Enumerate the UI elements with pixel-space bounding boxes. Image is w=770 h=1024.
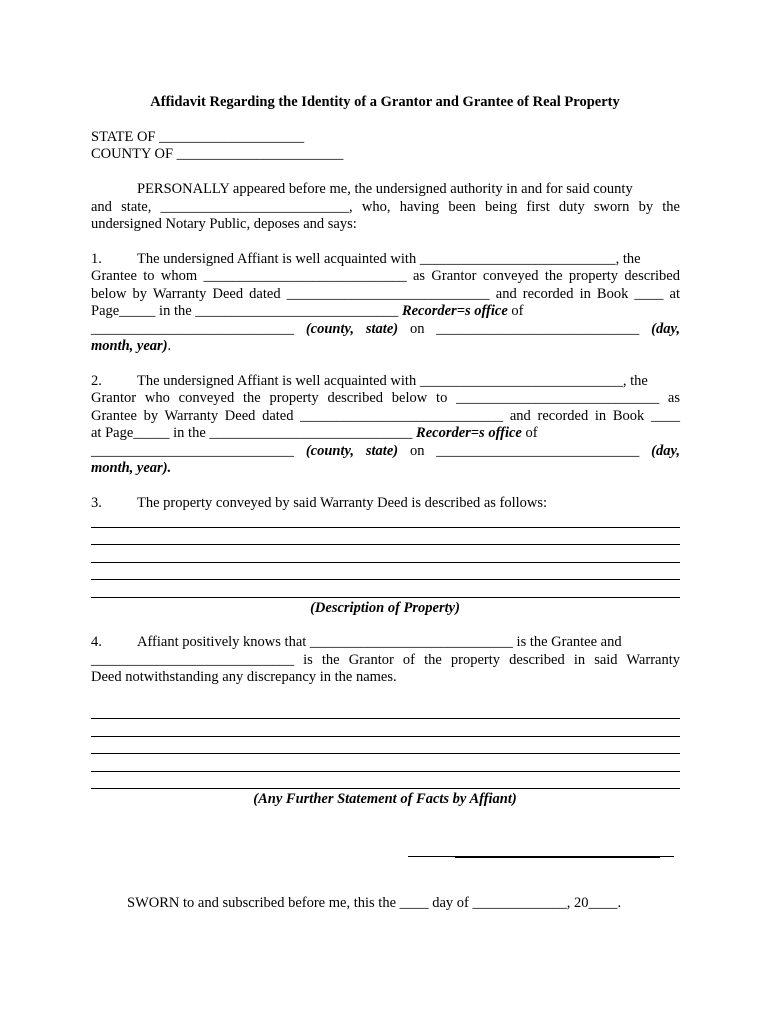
- para-3-number: 3.: [91, 495, 102, 511]
- intro-line-1: PERSONALLY appeared before me, the undersigned authority in and for said county: [137, 181, 633, 197]
- para-4-number: 4.: [91, 634, 102, 650]
- facts-line-5: [91, 788, 680, 789]
- para-1-page-field: Page_____ in the ____________________________: [91, 303, 402, 319]
- description-line-1: [91, 527, 680, 528]
- para-2-on-blank: on ____________________________: [398, 443, 652, 459]
- para-2-line-2: Grantor who conveyed the property described below to ____________________________ as: [91, 390, 680, 406]
- para-2-recorder-office: Recorder=s office: [416, 425, 522, 441]
- para-4-line-2: ____________________________ is the Grantor of the property described in said Warranty: [91, 652, 680, 668]
- facts-caption: (Any Further Statement of Facts by Affiant): [253, 791, 517, 807]
- para-2-number: 2.: [91, 373, 102, 389]
- facts-line-2: [91, 736, 680, 737]
- para-1-line-3: below by Warranty Deed dated ____________________________ and recorded in Book ____ at: [91, 286, 680, 302]
- county-line: COUNTY OF _______________________: [91, 146, 344, 162]
- description-caption: (Description of Property): [310, 600, 460, 616]
- para-1-number: 1.: [91, 251, 102, 267]
- para-2-page-field: at Page_____ in the ____________________________: [91, 425, 417, 441]
- description-line-5: [91, 597, 680, 598]
- description-line-2: [91, 544, 680, 545]
- affiant-signature-line-bold: [455, 856, 660, 858]
- description-line-3: [91, 562, 680, 563]
- para-1-county-state-label: (county, state): [305, 321, 399, 337]
- state-line: STATE OF ____________________: [91, 129, 305, 145]
- facts-line-1: [91, 718, 680, 719]
- facts-line-3: [91, 753, 680, 754]
- para-1-line-4: [91, 303, 524, 320]
- para-1-recorder-office: Recorder=s office: [401, 303, 508, 319]
- para-1-period: .: [167, 338, 172, 354]
- intro-line-3: undersigned Notary Public, deposes and says:: [91, 216, 357, 232]
- para-1-of: of: [507, 303, 524, 319]
- description-line-4: [91, 579, 680, 580]
- para-2-of: of: [521, 425, 538, 441]
- para-2-line-1: The undersigned Affiant is well acquainted with ____________________________, the: [137, 373, 648, 389]
- para-1-county-blank: ____________________________: [91, 321, 306, 337]
- para-2-county-state-label: (county, state): [305, 443, 399, 459]
- para-1-line-1: The undersigned Affiant is well acquainted with ___________________________, the: [137, 251, 641, 267]
- para-1-month-year-label: month, year): [91, 338, 168, 354]
- para-3-text: The property conveyed by said Warranty Deed is described as follows:: [137, 495, 548, 511]
- para-2-line-3: Grantee by Warranty Deed dated ____________________________ and recorded in Book ____: [91, 408, 680, 424]
- para-2-county-blank: ____________________________: [91, 443, 306, 459]
- para-1-line-2: Grantee to whom ____________________________ as Grantor conveyed the property described: [91, 268, 680, 284]
- facts-line-4: [91, 771, 680, 772]
- para-1-line-5: [91, 321, 680, 338]
- para-2-line-4: [91, 425, 538, 442]
- para-1-line-6: [91, 338, 171, 355]
- para-2-line-5: [91, 443, 680, 460]
- para-2-day-label: (day,: [651, 443, 680, 459]
- sworn-statement: SWORN to and subscribed before me, this the ____ day of _____________, 20____.: [127, 895, 622, 911]
- para-2-line-6: month, year).: [91, 460, 172, 476]
- intro-line-2: and state, __________________________, who, having been being first duty sworn by the: [91, 199, 680, 215]
- para-1-day-label: (day,: [651, 321, 680, 337]
- para-1-on-blank: on ____________________________: [398, 321, 652, 337]
- para-4-line-1: Affiant positively knows that ____________________________ is the Grantee and: [137, 634, 622, 650]
- para-4-line-3: Deed notwithstanding any discrepancy in the names.: [91, 669, 397, 685]
- document-title: Affidavit Regarding the Identity of a Grantor and Grantee of Real Property: [150, 94, 620, 110]
